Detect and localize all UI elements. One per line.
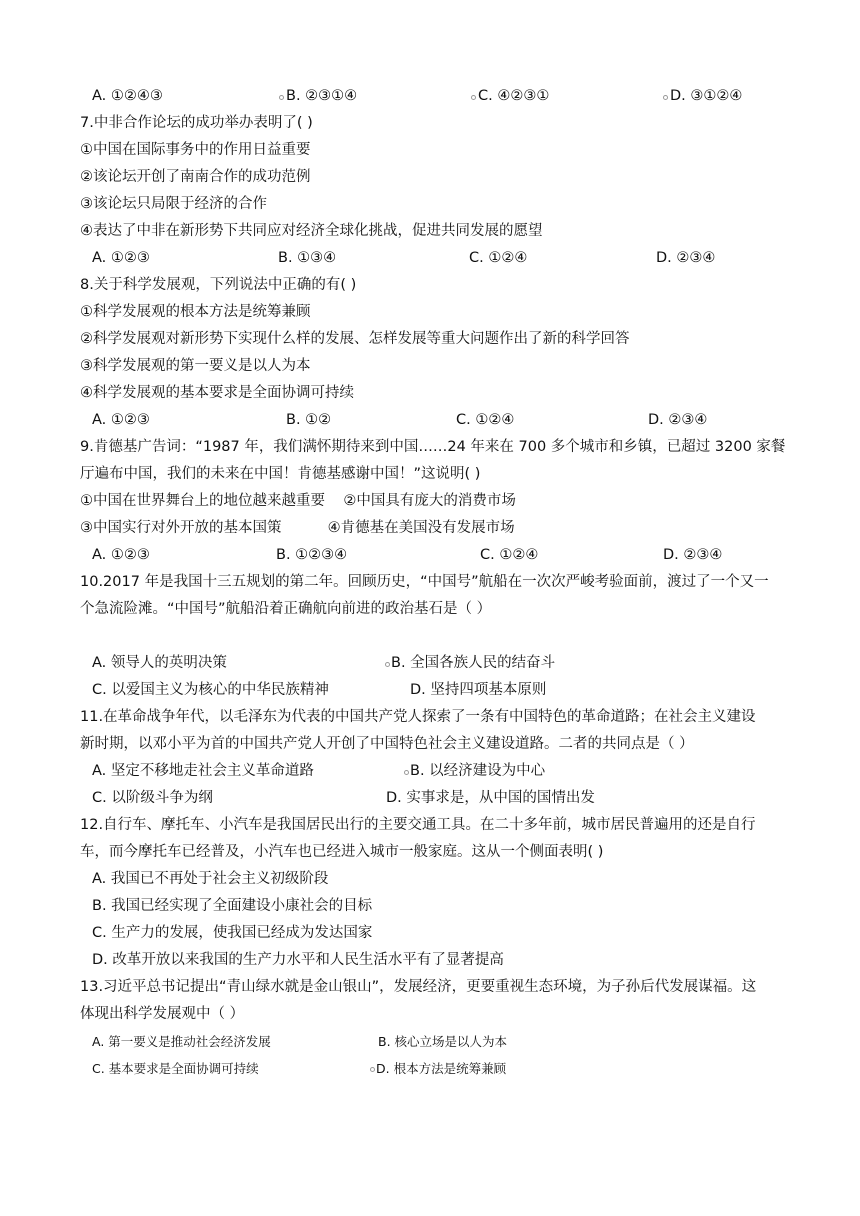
q12-option-b[interactable]: B. 我国已经实现了全面建设小康社会的目标 [92,898,373,914]
q10-stem-line-1: 10.2017 年是我国十三五规划的第二年。回顾历史，“中国号”航船在一次次严峻考验面前，渡过了一个又一 [80,574,769,590]
q9-stem-line-1: 9.肯德基广告词：“1987 年，我们满怀期待来到中国……24 年来在 700 多个城市和乡镇，已超过 3200 家餐 [80,439,786,455]
q9-option-c[interactable]: C. ①②④ [480,547,539,563]
q12-option-d[interactable]: D. 改革开放以来我国的生产力水平和人民生活水平有了显著提高 [92,952,504,968]
q8-option-a[interactable]: A. ①②③ [92,412,150,428]
q13-stem-line-2: 体现出科学发展观中（ ） [80,1006,245,1022]
q11-stem-line-1: 11.在革命战争年代，以毛泽东为代表的中国共产党人探索了一条有中国特色的革命道路；在社会主义建设 [80,709,756,725]
q9-statements-row-2: ③中国实行对外开放的基本国策 ④肯德基在美国没有发展市场 [80,520,515,536]
q11-option-d[interactable]: D. 实事求是，从中国的国情出发 [386,790,595,806]
q11-option-b[interactable]: B. 以经济建设为中心 [410,763,546,779]
q11-option-a[interactable]: A. 坚定不移地走社会主义革命道路 [92,763,314,779]
q10-option-a[interactable]: A. 领导人的英明决策 [92,655,227,671]
q9-option-b[interactable]: B. ①②③④ [276,547,348,563]
q8-option-d[interactable]: D. ②③④ [648,412,708,428]
q13-stem-line-1: 13.习近平总书记提出“青山绿水就是金山银山”，发展经济，更要重视生态环境，为子孙后代发展谋福。这 [80,979,757,995]
q10-option-d[interactable]: D. 坚持四项基本原则 [410,682,547,698]
q9-statements-row-1: ①中国在世界舞台上的地位越来越重要 ②中国具有庞大的消费市场 [80,493,516,509]
q8-stem: 8.关于科学发展观，下列说法中正确的有( ) [80,277,357,293]
q12-stem-line-1: 12.自行车、摩托车、小汽车是我国居民出行的主要交通工具。在二十多年前，城市居民普遍用的还是自行 [80,817,756,833]
q13-option-b[interactable]: B. 核心立场是以人为本 [378,1034,508,1049]
q12-option-c[interactable]: C. 生产力的发展，使我国已经成为发达国家 [92,925,373,941]
q7-option-c[interactable]: C. ①②④ [469,250,528,266]
q8-option-b[interactable]: B. ①② [286,412,332,428]
q7-statement-4: ④表达了中非在新形势下共同应对经济全球化挑战，促进共同发展的愿望 [80,223,543,239]
q12-option-a[interactable]: A. 我国已不再处于社会主义初级阶段 [92,871,329,887]
option-marker-icon [385,662,390,667]
q10-option-b[interactable]: B. 全国各族人民的结奋斗 [391,655,556,671]
q11-stem-line-2: 新时期，以邓小平为首的中国共产党人开创了中国特色社会主义建设道路。二者的共同点是（ ） [80,736,694,752]
q8-statement-1: ①科学发展观的根本方法是统筹兼顾 [80,304,311,320]
q9-option-d[interactable]: D. ②③④ [663,547,723,563]
option-marker-icon [471,95,476,100]
q6-option-d[interactable]: D. ③①②④ [670,88,743,104]
q13-option-a[interactable]: A. 第一要义是推动社会经济发展 [92,1034,271,1049]
q6-option-b[interactable]: B. ②③①④ [286,88,358,104]
q8-statement-3: ③科学发展观的第一要义是以人为本 [80,358,311,374]
q13-option-c[interactable]: C. 基本要求是全面协调可持续 [92,1061,259,1076]
q9-option-a[interactable]: A. ①②③ [92,547,150,563]
q9-stem-line-2: 厅遍布中国，我们的未来在中国！肯德基感谢中国！”这说明( ) [80,466,481,482]
q7-statement-3: ③该论坛只局限于经济的合作 [80,196,267,212]
q12-stem-line-2: 车，而今摩托车已经普及，小汽车也已经进入城市一般家庭。这从一个侧面表明( ) [80,844,604,860]
option-marker-icon [404,770,409,775]
q8-statement-2: ②科学发展观对新形势下实现什么样的发展、怎样发展等重大问题作出了新的科学回答 [80,331,630,347]
q8-option-c[interactable]: C. ①②④ [456,412,515,428]
q7-statement-2: ②该论坛开创了南南合作的成功范例 [80,169,311,185]
q13-option-d[interactable]: D. 根本方法是统筹兼顾 [376,1061,507,1076]
option-marker-icon [370,1067,375,1072]
q7-option-d[interactable]: D. ②③④ [656,250,716,266]
q7-option-a[interactable]: A. ①②③ [92,250,150,266]
q7-statement-1: ①中国在国际事务中的作用日益重要 [80,142,311,158]
q6-option-c[interactable]: C. ④②③① [478,88,550,104]
q6-option-a[interactable]: A. ①②④③ [92,88,163,104]
q10-stem-line-2: 个急流险滩。“中国号”航船沿着正确航向前进的政治基石是（ ） [80,601,492,617]
option-marker-icon [663,95,668,100]
q8-statement-4: ④科学发展观的基本要求是全面协调可持续 [80,385,354,401]
option-marker-icon [279,95,284,100]
q10-option-c[interactable]: C. 以爱国主义为核心的中华民族精神 [92,682,329,698]
q7-option-b[interactable]: B. ①③④ [278,250,337,266]
q11-option-c[interactable]: C. 以阶级斗争为纲 [92,790,213,806]
q7-stem: 7.中非合作论坛的成功举办表明了( ) [80,115,313,131]
